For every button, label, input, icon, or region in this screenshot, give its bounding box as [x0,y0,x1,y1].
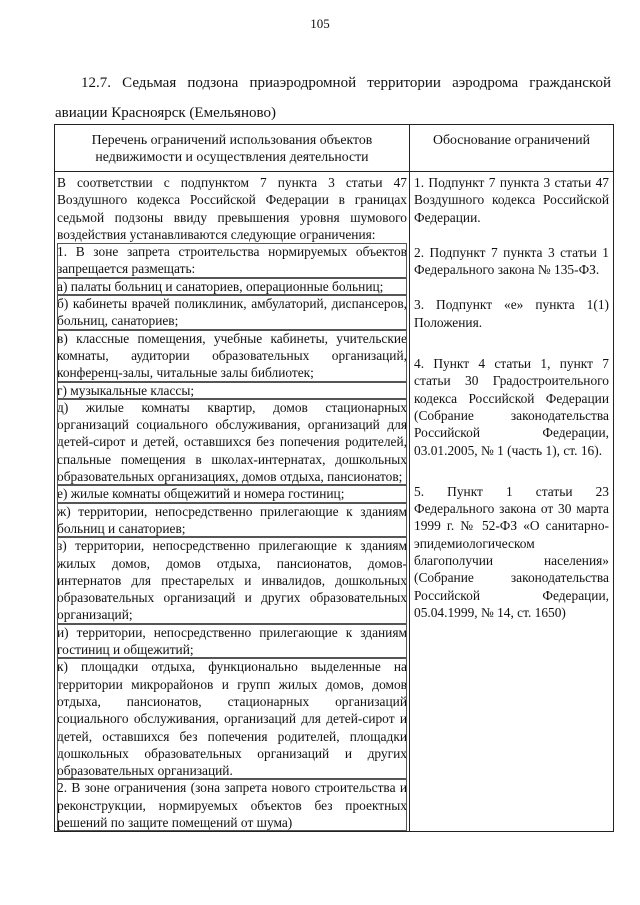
page-number: 105 [310,16,330,31]
list-item-v: в) классные помещения, учебные кабинеты, учительские комнаты, аудитории образовательных организаций, конференц-залы, читальные залы библиотек; [57,330,407,381]
restrictions-table [54,124,614,832]
intro-paragraph: В соответствии с подпунктом 7 пункта 3 статьи 47 Воздушного кодекса Российской Федерации в границах седьмой подзоны ввиду превышения уровня шумового воздействия устанавливаются следующие ограничения: [57,175,407,242]
list-item-b: б) кабинеты врачей поликлиник, амбулаторий, диспансеров, больниц, санаториев; [57,296,407,329]
list-item-a: а) палаты больниц и санаториев, операционные больниц; [57,278,407,295]
list-item-k: к) площадки отдыха, функционально выделенные на территории микрорайонов и групп жилых домов, домов отдыха, пансионатов, стационарных организаций социального обслуживания, организаций для детей-сирот и детей, оставшихся без попечения родителей, площадки дошкольных образовательных организаций и других образовательных организаций. [57,659,407,779]
table-header-row [55,125,614,172]
list-item-g: г) музыкальные классы; [57,382,407,399]
section-heading: 12.7. Седьмая подзона приаэродромной территории аэродрома гражданской авиации Красноярск (Емельяново) [55,75,611,121]
restrictions-cell [55,172,410,832]
justification-3: 3. Подпункт «е» пункта 1(1) Положения. [414,297,609,330]
zone-ban-heading: 1. В зоне запрета строительства нормируемых объектов запрещается размещать: [57,244,407,277]
justification-5: 5. Пункт 1 статьи 23 Федерального закона от 30 марта 1999 г. № 52-ФЗ «О санитарно-эпидемиологическом благополучии населения» (Собрание законодательства Российской Федерации, 05.04.1999, № 14, ст. 1650) [414,483,609,620]
header-restrictions-list: Перечень ограничений использования объектов недвижимости и осуществления деятельности [55,125,410,172]
list-item-z: з) территории, непосредственно прилегающие к зданиям жилых домов, домов отдыха, пансионатов, домов-интернатов для престарелых и инвалидов, дошкольных образовательных организаций и других образовательных организаций; [57,538,407,623]
list-item-d: д) жилые комнаты квартир, домов стационарных организаций социального обслуживания, организаций для детей-сирот и детей, оставшихся без попечения родителей, спальные помещения в школах-интернатах, дошкольных образовательных организациях, домов отдыха, пансионатов; [57,399,407,485]
justification-cell [410,172,614,832]
justification-1: 1. Подпункт 7 пункта 3 статьи 47 Воздушного кодекса Российской Федерации. [414,175,609,225]
justification-2: 2. Подпункт 7 пункта 3 статьи 1 Федерального закона № 135-ФЗ. [414,244,609,278]
justification-4: 4. Пункт 4 статьи 1, пункт 7 статьи 30 Градостроительного кодекса Российской Федерации (Собрание законодательства Российской Федерации, 03.01.2005, № 1 (часть 1), ст. 16). [414,356,609,458]
zone-restriction-paragraph: 2. В зоне ограничения (зона запрета нового строительства и реконструкции, нормируемых объектов без проектных решений по защите помещений от шума) [57,780,407,830]
table-row [55,172,614,832]
list-item-e: е) жилые комнаты общежитий и номера гостиниц; [57,485,407,502]
list-item-zh: ж) территории, непосредственно прилегающие к зданиям больниц и санаториев; [57,503,407,536]
list-item-i: и) территории, непосредственно прилегающие к зданиям гостиниц и общежитий; [57,624,407,658]
header-justification: Обоснование ограничений [410,125,614,172]
